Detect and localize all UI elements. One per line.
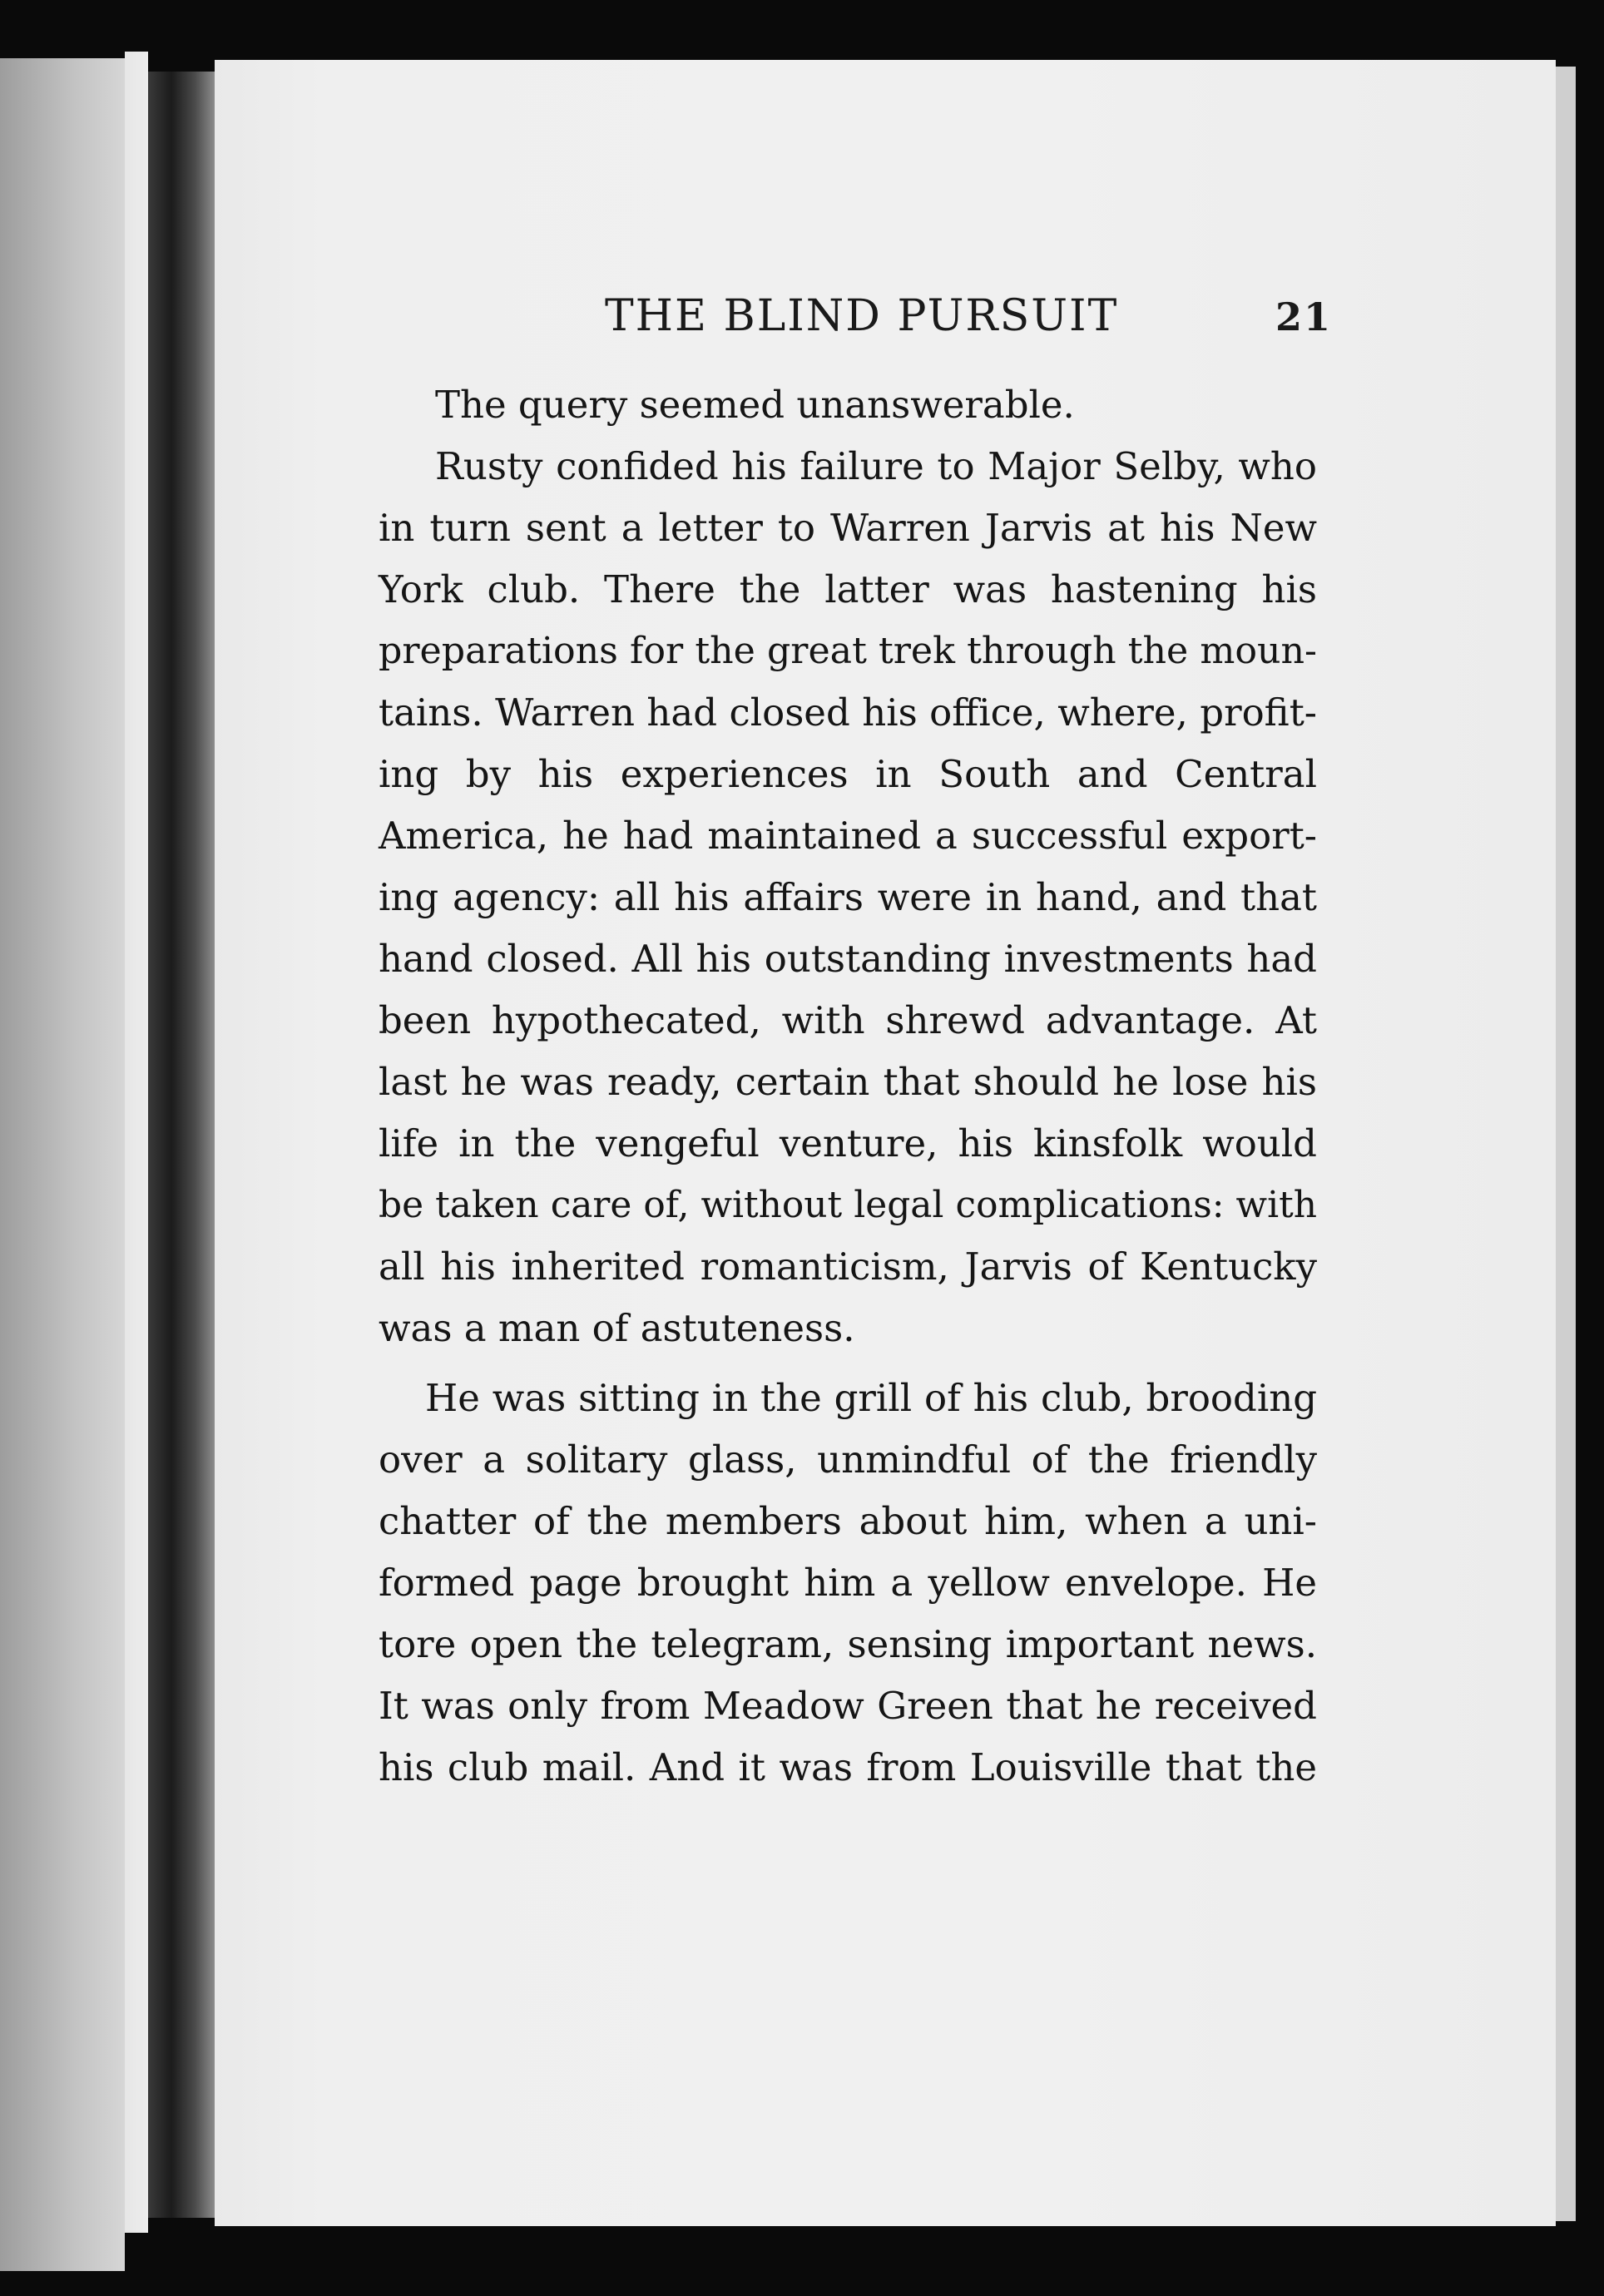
text-line: He was sitting in the grill of his club, brooding <box>425 1376 1317 1420</box>
text-line: in turn sent a letter to Warren Jarvis at his New <box>379 506 1317 550</box>
text-line: formed page brought him a yellow envelope. He <box>379 1561 1317 1605</box>
page-edge <box>1556 67 1576 2221</box>
text-line: over a solitary glass, unmindful of the friendly <box>379 1437 1317 1482</box>
text-line: ing by his experiences in South and Central <box>379 752 1317 796</box>
text-line: was a man of astuteness. <box>379 1306 855 1350</box>
text-line: Rusty confided his failure to Major Selby, who <box>435 444 1317 488</box>
facing-page-edge <box>0 58 125 2271</box>
text-line: America, he had maintained a successful export- <box>379 814 1317 858</box>
gutter <box>125 52 148 2233</box>
text-line: be taken care of, without legal complications: with <box>379 1184 1317 1226</box>
text-line: tore open the telegram, sensing important news. <box>379 1622 1317 1666</box>
text-line: been hypothecated, with shrewd advantage. At <box>379 998 1317 1042</box>
text-line: York club. There the latter was hastening his <box>379 567 1317 611</box>
text-line: tains. Warren had closed his office, where, profit- <box>379 690 1317 735</box>
text-line: preparations for the great trek through the moun- <box>379 630 1317 672</box>
spine-shadow <box>148 72 215 2218</box>
text-line: all his inherited romanticism, Jarvis of Kentucky <box>379 1244 1317 1289</box>
text-line: hand closed. All his outstanding investments had <box>379 937 1317 981</box>
text-line: his club mail. And it was from Louisville that the <box>379 1745 1317 1789</box>
text-line: chatter of the members about him, when a uni- <box>379 1499 1317 1543</box>
text-line: The query seemed unanswerable. <box>435 383 1075 427</box>
text-line: It was only from Meadow Green that he received <box>379 1684 1317 1728</box>
page-number: 21 <box>1275 294 1333 339</box>
text-line: last he was ready, certain that should he lose his <box>379 1060 1317 1104</box>
body-text <box>379 374 1317 1799</box>
running-title: THE BLIND PURSUIT <box>605 291 1119 341</box>
text-line: ing agency: all his affairs were in hand, and that <box>379 875 1317 919</box>
text-line: life in the vengeful venture, his kinsfolk would <box>379 1121 1317 1165</box>
